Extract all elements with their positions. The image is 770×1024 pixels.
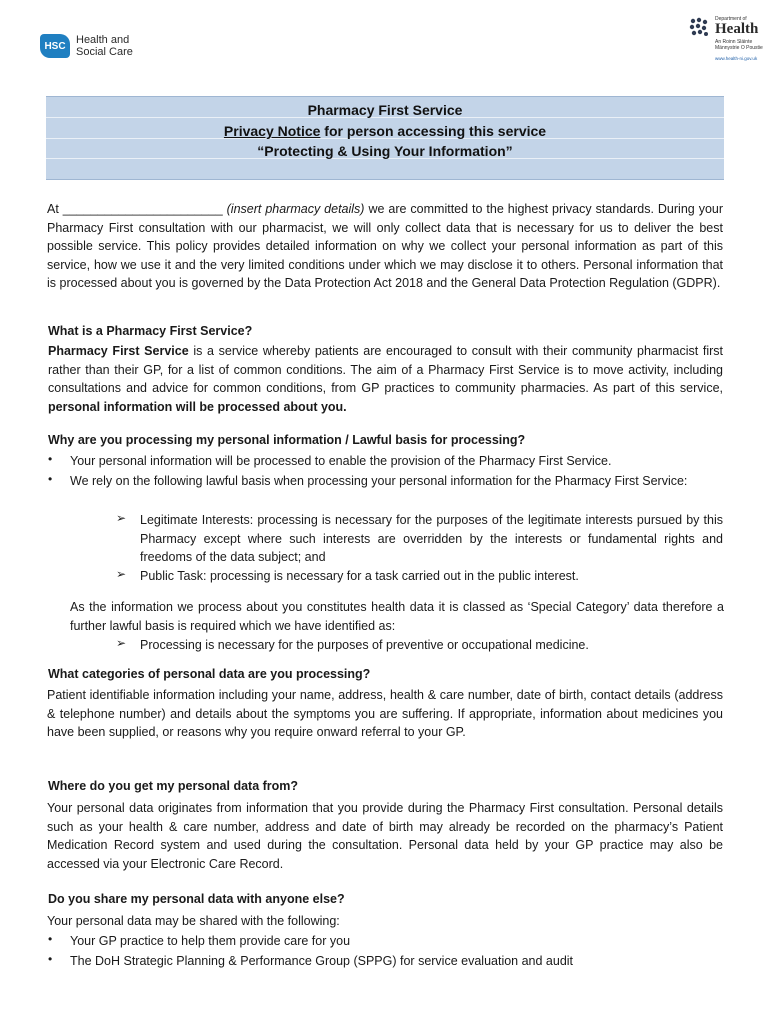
hsc-name — [76, 34, 133, 58]
privacy-notice-label: Privacy Notice — [223, 123, 321, 139]
bullet-icon: • — [48, 452, 53, 466]
intro-text: we are committed to the highest privacy standards. During your Pharmacy First consultation with our pharmacist, we will only collect data that is necessary for us to deliver the best possible service. This policy provides detailed information on why we collect your personal information as part of this service, how we use it and the very limited conditions under which we may disclose it to others. Personal information that is processed about you is governed by the Data Protection Act 2018 and the General Data Protection Regulation (GDPR). — [47, 202, 724, 290]
doh-emblem-icon — [688, 16, 710, 38]
bullet-icon: • — [48, 952, 53, 966]
document-subtitle — [46, 123, 724, 139]
section-sharing-intro: Your personal data may be shared with the following: — [47, 914, 340, 928]
sub-list-item: Public Task: processing is necessary for a task carried out in the public interest. — [140, 569, 579, 583]
arrow-bullet-icon: ➢ — [116, 511, 127, 525]
list-item: We rely on the following lawful basis when processing your personal information for the Pharmacy First Service: — [70, 474, 688, 488]
section-heading-sharing: Do you share my personal data with anyone else? — [48, 892, 345, 906]
sub-list-item: Processing is necessary for the purposes of preventive or occupational medicine. — [140, 638, 589, 652]
hsc-badge: HSC — [40, 34, 70, 58]
section-heading-what-is: What is a Pharmacy First Service? — [48, 324, 253, 338]
hsc-line1: Health and — [76, 34, 130, 46]
section-what-is-text — [48, 342, 723, 416]
list-item: The DoH Strategic Planning & Performance Group (SPPG) for service evaluation and audit — [70, 954, 574, 968]
section-data-source-text: Your personal data originates from information that you provide during the Pharmacy First consultation. Personal details such as your health & care number, address and date of birth may already be recorded on the pharmacy’s Patient Medication Record system and used during the consultation. Personal data held by your GP practice may also be accessed via your Electronic Care Record. — [47, 801, 723, 871]
document-tagline: “Protecting & Using Your Information” — [257, 143, 513, 159]
section1-emphasis: personal information will be processed about you. — [48, 399, 347, 414]
service-name: Pharmacy First Service — [48, 344, 189, 358]
section-heading-lawful-basis: Why are you processing my personal information / Lawful basis for processing? — [48, 433, 526, 447]
intro-paragraph — [47, 200, 723, 293]
section1-body: is a service whereby patients are encouraged to consult with their community pharmacist first rather than their GP, for a list of common conditions. The aim of a Pharmacy First Service is to move activity, including consultations and advice for common conditions, from GP practices to community pharmacies. As part of this service, — [48, 344, 723, 395]
arrow-bullet-icon: ➢ — [116, 567, 127, 581]
bullet-icon: • — [48, 472, 53, 486]
arrow-bullet-icon: ➢ — [116, 636, 127, 650]
hsc-logo — [40, 34, 133, 58]
intro-placeholder: (insert pharmacy details) — [226, 202, 365, 216]
hsc-line2: Social Care — [76, 46, 133, 58]
special-category-text: As the information we process about you constitutes health data it is classed as ‘Special Category’ data therefore a further lawful basis is required which we have identified as: — [70, 600, 724, 633]
subtitle-rest: for person accessing this service — [320, 123, 547, 139]
doh-subtitle-2: Männystrie O Poustie — [715, 45, 763, 51]
title-box — [46, 96, 724, 180]
bullet-icon: • — [48, 932, 53, 946]
doh-subtitle-1: An Roinn Sláinte — [715, 39, 753, 45]
section-heading-categories: What categories of personal data are you processing? — [48, 667, 371, 681]
section-heading-data-source: Where do you get my personal data from? — [48, 779, 299, 793]
section-categories-text: Patient identifiable information including your name, address, health & care number, date of birth, contact details (address & telephone number) and details about the symptoms you are suffering. If appropriate, information about medicines you have been supplied, or reasons why you require onward referral to your GP. — [47, 688, 723, 739]
intro-lead: At _______________________ — [47, 202, 227, 216]
document-title: Pharmacy First Service — [307, 102, 463, 118]
doh-subtitle — [715, 39, 763, 51]
doh-small-text: Department of — [715, 16, 747, 22]
doh-logo — [688, 12, 766, 62]
list-item: Your GP practice to help them provide care for you — [70, 934, 351, 948]
doh-url: www.health-ni.gov.uk — [715, 56, 758, 61]
list-item: Your personal information will be processed to enable the provision of the Pharmacy First Service. — [70, 454, 612, 468]
sub-list-item: Legitimate Interests: processing is necessary for the purposes of the legitimate interests pursued by this Pharmacy except where such interests are overridden by the interests or fundamental rights and freedoms of the data subject; and — [140, 513, 723, 564]
doh-title: Health — [715, 21, 759, 37]
